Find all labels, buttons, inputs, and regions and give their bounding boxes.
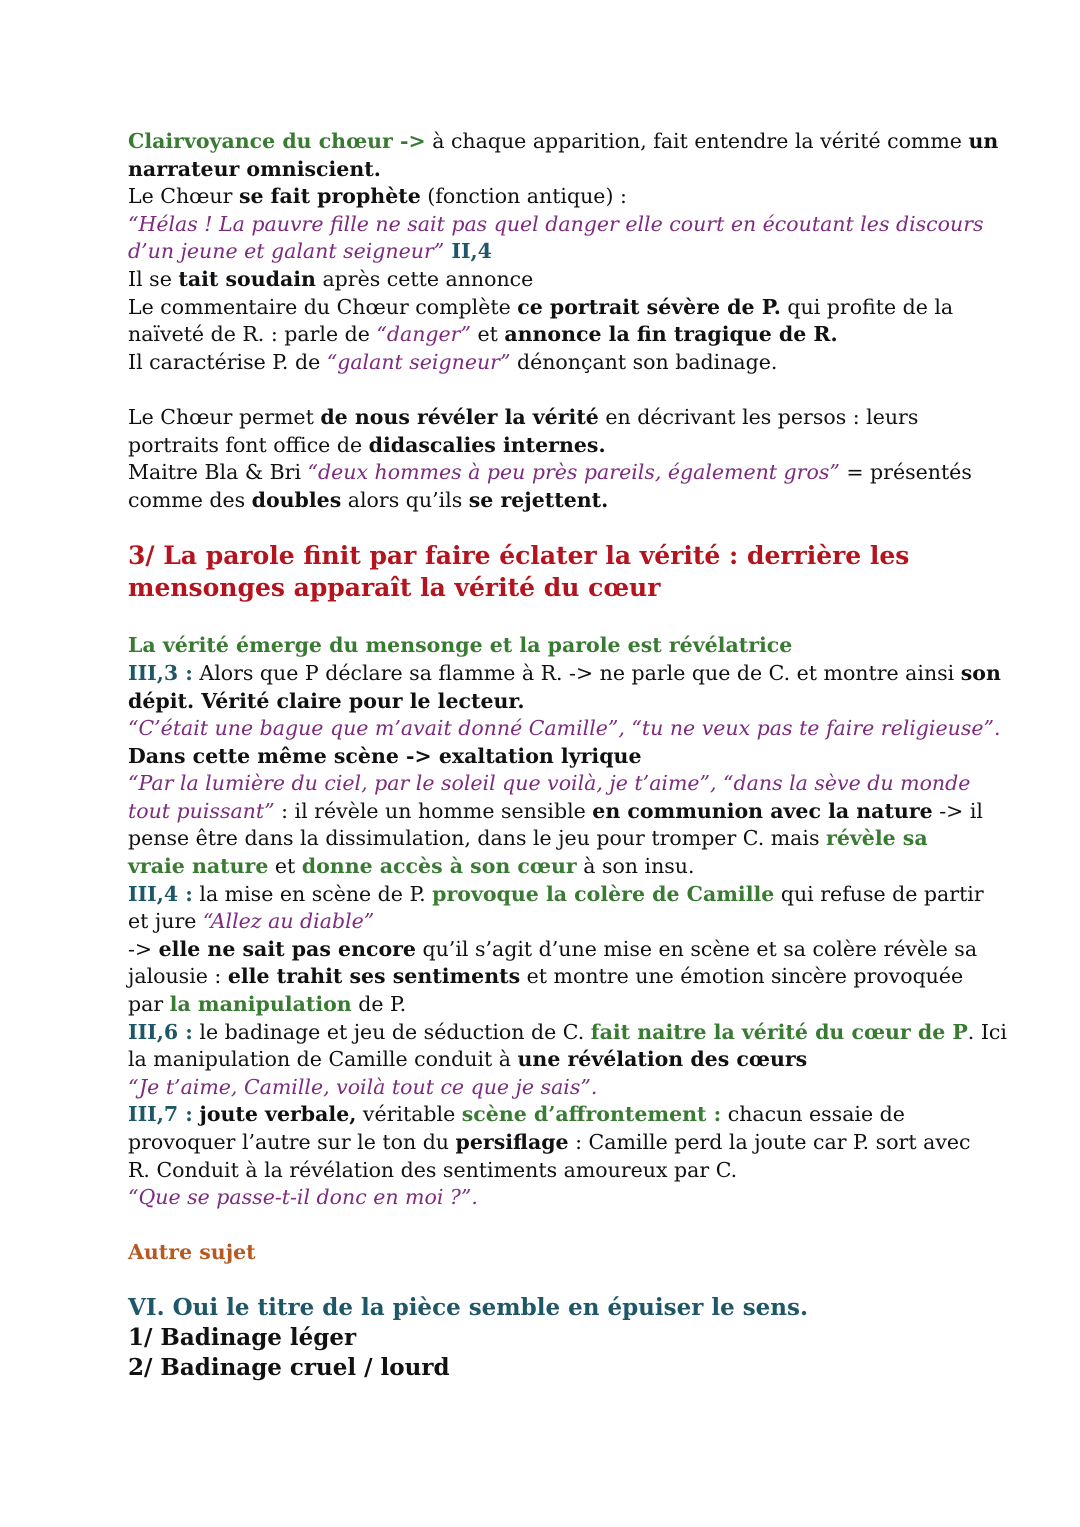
bold-text: tait soudain [178,266,316,291]
document-content [128,128,1007,1383]
body-text: après cette annonce [315,266,534,291]
bold-text: Dans cette même scène -> exaltation lyrique [128,743,642,768]
scene-reference: III,7 : [128,1102,193,1127]
paragraph-clairvoyance [128,128,999,156]
quote-text: “Que se passe-t-il donc en moi ?”. [128,1185,478,1210]
paragraph-prophete [128,183,988,211]
body-text: Il se [128,266,179,291]
paragraph-line [128,294,988,322]
list-item: 1/ Badinage léger [128,1323,357,1351]
body-text: la manipulation de Camille conduit à [128,1047,518,1072]
highlight-text: fait naitre la vérité du cœur de P [590,1019,968,1044]
highlight-text: vraie nature [128,854,269,879]
quote-text: “deux hommes à peu près pareils, également gros” [307,460,840,485]
quote-text: “Je t’aime, Camille, voilà tout ce que je sais”. [128,1074,598,1099]
body-text: Le commentaire du Chœur complète [128,294,518,319]
paragraph-line [128,432,988,460]
spacer [128,1267,988,1293]
body-text: Le Chœur [128,184,239,209]
body-text: portraits font office de [128,432,369,457]
body-text: chacun essaie de [721,1102,905,1127]
body-text: . Ici [967,1019,1007,1044]
quote-text: “Hélas ! La pauvre fille ne sait pas quel danger elle court en écoutant les discours [128,211,984,236]
body-text: dénonçant son badinage. [510,349,778,374]
heading-line: 3/ La parole finit par faire éclater la vérité : derrière les [128,541,910,571]
spacer [128,1212,988,1240]
quote-line [128,715,1001,743]
body-text: et [470,322,505,347]
bold-text: se rejettent. [468,487,609,512]
body-text: = présentés [839,460,972,485]
body-text: comme des [128,487,252,512]
body-text: et [268,854,302,879]
label-text: Autre sujet [128,1240,256,1265]
bold-text: son [960,660,1001,685]
body-text: Alors que P déclare sa flamme à R. -> ne parle que de C. et montre ainsi [192,660,961,685]
paragraph-line [128,991,988,1019]
body-text: qu’il s’agit d’une mise en scène et sa colère révèle sa [415,936,978,961]
body-text: jalousie : [128,964,228,989]
body-text: (fonction antique) : [420,184,627,209]
paragraph-line [128,1129,988,1157]
body-text: à chaque apparition, fait entendre la vérité comme [425,129,969,153]
body-text: à son insu. [576,854,695,879]
body-text: par [128,992,170,1017]
body-text: le badinage et jeu de séduction de C. [192,1019,591,1044]
spacer [128,514,988,532]
body-text: véritable [356,1102,462,1127]
paragraph-line [128,660,1001,688]
quote-line [128,1184,988,1212]
paragraph-line [128,825,988,853]
paragraph-line [128,1157,988,1185]
quote-text: d’un jeune et galant seigneur” [128,239,445,264]
body-text: alors qu’ils [341,487,469,512]
body-text: de P. [351,992,407,1017]
quote-line [128,770,988,798]
paragraph-line [128,1101,988,1129]
body-text: -> [128,936,159,961]
quote-line [128,211,988,239]
quote-text: “C’était une bague que m’avait donné Camille”, “tu ne veux pas te faire religieuse”. [128,716,1001,741]
bold-text: de nous révéler la vérité [320,404,599,429]
paragraph-line [128,798,988,826]
body-text: et montre une émotion sincère provoquée [520,964,964,989]
quote-text: “galant seigneur” [326,349,511,374]
paragraph-line [128,321,988,349]
body-text: naïveté de R. : parle de [128,322,377,347]
body-text: : Camille perd la joute car P. sort avec [568,1130,971,1154]
quote-text: “Par la lumière du ciel, par le soleil que voilà, je t’aime”, “dans la sève du monde [128,771,971,796]
body-text: en décrivant les persos : leurs [598,404,919,429]
paragraph-line [128,936,988,964]
highlight-text: scène d’affrontement : [461,1102,722,1127]
bold-text: joute verbale, [199,1102,357,1127]
bold-text: narrateur omniscient. [128,156,381,181]
autre-sujet-label [128,1239,988,1267]
paragraph-line [128,688,988,716]
paragraph-line [128,1046,988,1074]
paragraph-line [128,963,988,991]
scene-reference: II,4 [444,239,492,264]
highlight-text: la manipulation [169,992,352,1017]
heading-line: mensonges apparaît la vérité du cœur [128,573,661,603]
subheading [128,632,988,660]
section-3-heading [128,540,988,604]
bold-text: un [968,129,999,153]
scene-reference: III,6 : [128,1019,193,1044]
bold-text: ce portrait sévère de P. [517,294,781,319]
bold-text: doubles [251,487,342,512]
paragraph-line [128,404,988,432]
body-text: Il caractérise P. de [128,349,327,374]
quote-text: “danger” [376,322,471,347]
body-text: pense être dans la dissimulation, dans le jeu pour tromper C. mais [128,826,827,851]
scene-reference: III,3 : [128,660,193,685]
paragraph-line [128,743,988,771]
body-text: -> il [932,798,983,823]
quote-text: “Allez au diable” [202,909,375,934]
paragraph-line [128,266,988,294]
spacer [128,604,988,632]
body-text: qui profite de la [780,294,954,319]
paragraph-line [128,487,988,515]
paragraph-line [128,881,988,909]
quote-line [128,1074,988,1102]
quote-line [128,238,988,266]
body-text: la mise en scène de P. [192,881,433,906]
highlight-text: Clairvoyance du chœur -> [128,129,426,153]
body-text: : il révèle un homme sensible [274,798,593,823]
bold-text: une révélation des cœurs [517,1047,808,1072]
highlight-text: révèle sa [826,826,928,851]
list-item: 2/ Badinage cruel / lourd [128,1353,450,1381]
paragraph-line [128,156,988,184]
highlight-text: provoque la colère de Camille [432,881,775,906]
paragraph-line [128,459,988,487]
bold-text: elle trahit ses sentiments [227,964,521,989]
body-text: Maitre Bla & Bri [128,460,308,485]
bold-text: elle ne sait pas encore [158,936,416,961]
subheading-text: La vérité émerge du mensonge et la parole est révélatrice [128,633,793,658]
highlight-text: donne accès à son cœur [301,854,577,879]
scene-reference: III,4 : [128,881,193,906]
paragraph-line [128,1019,1007,1047]
bold-text: en communion avec la nature [592,798,933,823]
body-text: R. Conduit à la révélation des sentiments amoureux par C. [128,1157,738,1182]
bold-text: didascalies internes. [368,432,606,457]
body-text: et jure [128,909,203,934]
bold-text: annonce la fin tragique de R. [504,322,838,347]
bold-text: se fait prophète [238,184,421,209]
section-6-heading: VI. Oui le titre de la pièce semble en épuiser le sens. [128,1293,808,1321]
body-text: provoquer l’autre sur le ton du [128,1130,456,1154]
quote-text: tout puissant” [128,798,275,823]
body-text: Le Chœur permet [128,404,321,429]
spacer [128,376,988,404]
paragraph-line [128,349,988,377]
bold-text: dépit. Vérité claire pour le lecteur. [128,688,525,713]
bold-text: persiflage [455,1130,569,1154]
body-text: qui refuse de partir [774,881,984,906]
paragraph-line [128,908,988,936]
paragraph-line [128,853,988,881]
